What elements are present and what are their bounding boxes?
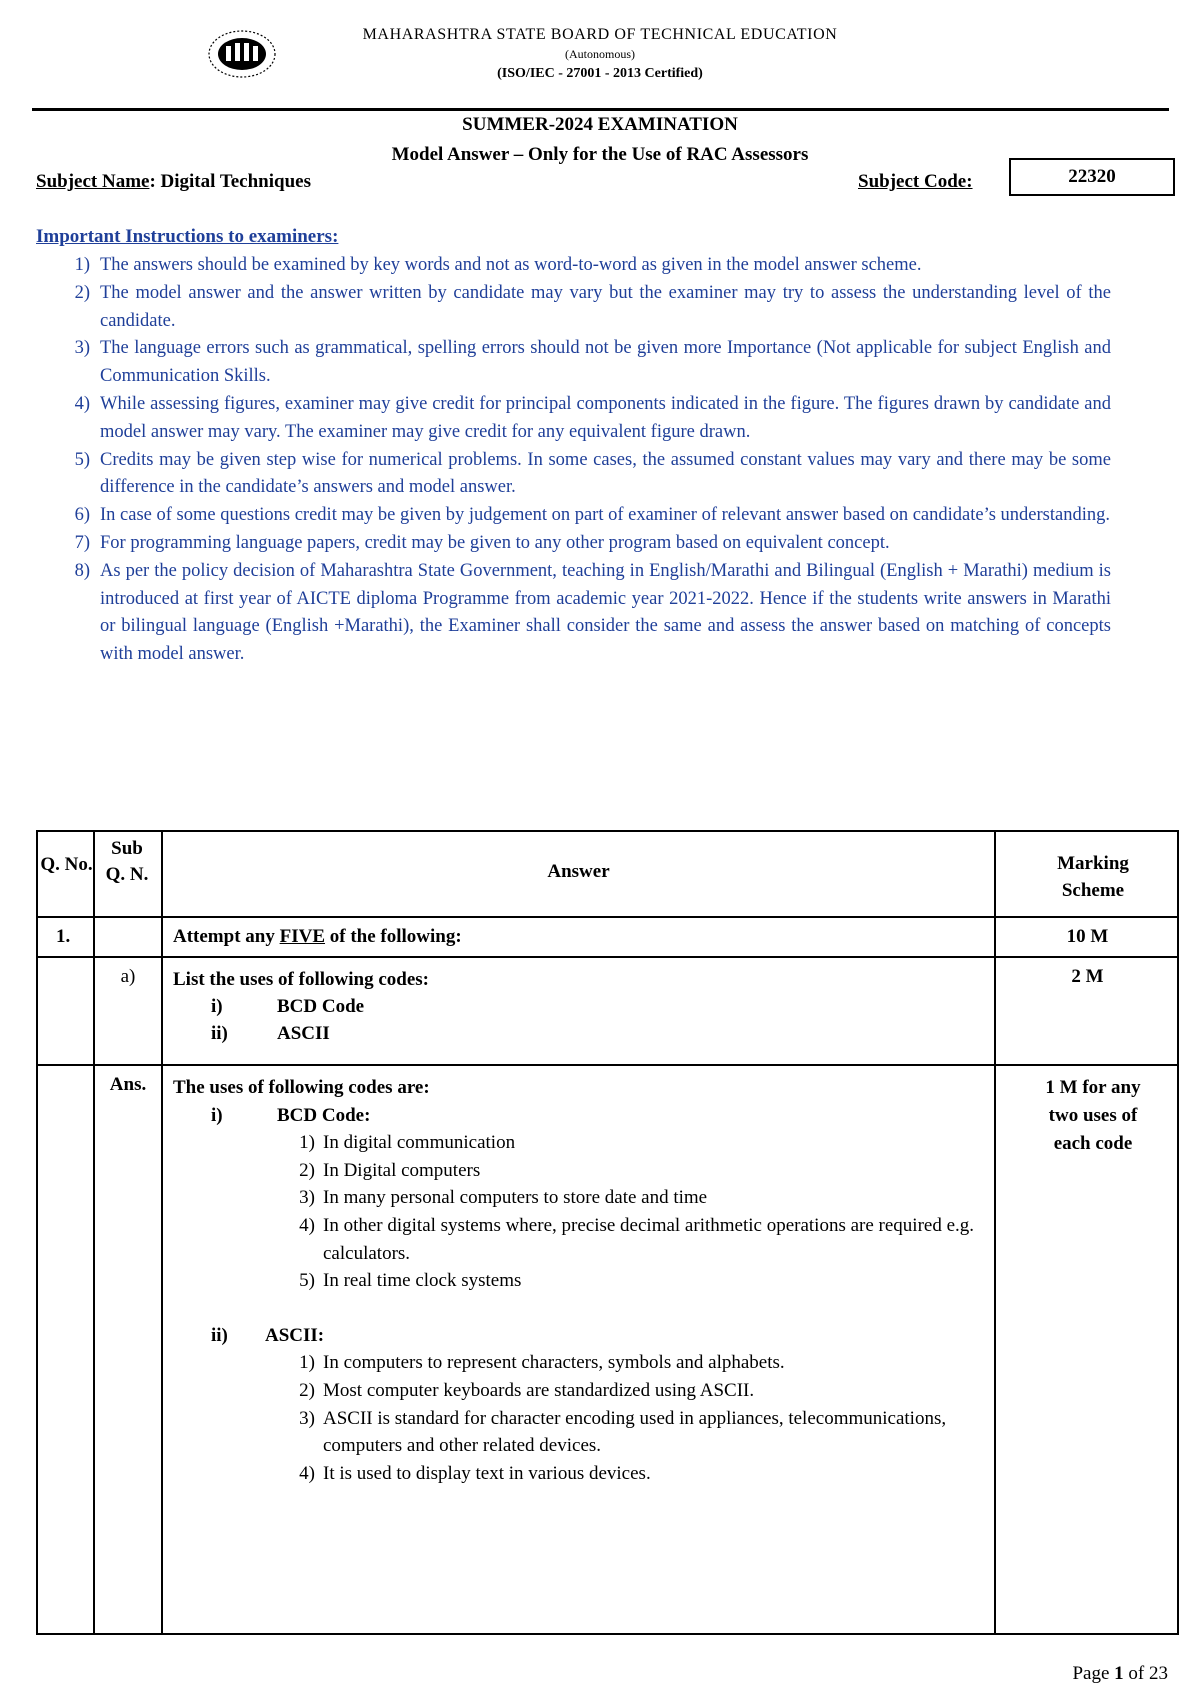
roman-numeral: i) (211, 1104, 223, 1126)
question-text-post: of the following: (325, 926, 462, 947)
answer-marking-scheme: 1 M for any two uses of each code (1045, 1077, 1141, 1154)
table-column-divider (161, 832, 163, 1633)
list-text: In digital communication (323, 1132, 516, 1154)
header-divider (32, 108, 1169, 111)
instruction-item (36, 530, 1111, 558)
list-text: In real time clock systems (323, 1270, 522, 1292)
list-number: 3) (299, 1187, 315, 1209)
subject-code-value: 22320 (1009, 158, 1175, 196)
list-number: 2) (299, 1379, 315, 1401)
page-total: of 23 (1123, 1663, 1168, 1684)
answer-intro: The uses of following codes are: (173, 1077, 430, 1098)
list-text: ASCII is standard for character encoding used in appliances, telecommunications, computers and other related devices. (323, 1407, 947, 1457)
list-item (267, 1377, 988, 1405)
list-item (267, 1267, 988, 1295)
header-qno: Q. No. (40, 854, 93, 875)
table-row-divider (38, 1064, 1177, 1066)
list-item (267, 1212, 988, 1267)
instructions-title: Important Instructions to examiners: (36, 226, 339, 247)
question-text-pre: Attempt any (173, 926, 280, 947)
section-title: ASCII: (265, 1324, 325, 1346)
table-column-divider (93, 832, 95, 1633)
subject-code-label: Subject Code: (858, 171, 973, 192)
list-number: 4) (299, 1462, 315, 1484)
instruction-text: The language errors such as grammatical, spelling errors should not be given more Importance (Not applicable for subject English and Communication Skills. (100, 338, 1111, 387)
answer-body (173, 1074, 988, 1487)
list-number: 4) (299, 1214, 315, 1236)
instruction-item (36, 558, 1111, 669)
answer-section-bcd (173, 1102, 988, 1130)
header-answer: Answer (547, 861, 610, 882)
instruction-number: 1) (74, 255, 90, 275)
answer-table (36, 830, 1179, 1635)
list-item (267, 1184, 988, 1212)
instruction-number: 7) (74, 532, 90, 553)
roman-numeral: ii) (211, 1023, 228, 1044)
board-iso-certification: (ISO/IEC - 27001 - 2013 Certified) (497, 66, 703, 81)
instruction-text: While assessing figures, examiner may give credit for principal components indicated in the figure. The figures drawn by candidate and model answer may vary. The examiner may give credit for any equivalent figure drawn. (100, 393, 1111, 442)
list-item (267, 1349, 988, 1377)
exam-subtitle: Model Answer – Only for the Use of RAC Assessors (391, 144, 809, 165)
list-number: 2) (299, 1159, 315, 1181)
instruction-number: 6) (74, 505, 90, 526)
list-item (267, 1460, 988, 1488)
instruction-item (36, 252, 1111, 280)
list-number: 3) (299, 1407, 315, 1429)
exam-title: SUMMER-2024 EXAMINATION (462, 114, 738, 135)
instruction-text: Credits may be given step wise for numerical problems. In some cases, the assumed constant values may vary and there may be some difference in the candidate’s answers and model answer. (100, 449, 1111, 498)
subject-name (36, 171, 311, 193)
instruction-number: 4) (74, 393, 90, 414)
instruction-text: The answers should be examined by key words and not as word-to-word as given in the model answer scheme. (100, 255, 922, 275)
list-number: 1) (299, 1352, 315, 1374)
page-label: Page (1072, 1663, 1115, 1684)
answer-label: Ans. (109, 1074, 147, 1095)
list-number: 5) (299, 1270, 315, 1292)
instruction-item (36, 447, 1111, 503)
page-current: 1 (1114, 1663, 1124, 1684)
page-number (1072, 1663, 1168, 1685)
instruction-number: 2) (74, 282, 90, 303)
header-marking-scheme: Marking Scheme (1057, 853, 1129, 901)
question-text-emphasis: FIVE (279, 926, 326, 947)
instruction-text: For programming language papers, credit may be given to any other program based on equivalent concept. (100, 532, 890, 553)
board-name: MAHARASHTRA STATE BOARD OF TECHNICAL EDUCATION (362, 26, 838, 43)
list-text: In computers to represent characters, symbols and alphabets. (323, 1352, 785, 1374)
instruction-item (36, 280, 1111, 336)
instruction-number: 5) (74, 449, 90, 470)
table-row-divider (38, 916, 1177, 918)
ascii-uses-list (173, 1349, 988, 1487)
subquestion-text (173, 966, 983, 1047)
list-text: In other digital systems where, precise decimal arithmetic operations are required e.g. calculators. (323, 1214, 975, 1264)
item-text: ASCII (277, 1023, 330, 1044)
instruction-number: 8) (74, 560, 90, 581)
subquestion-label: a) (120, 966, 136, 987)
subquestion-item (173, 1020, 983, 1047)
table-row-divider (38, 956, 1177, 958)
item-text: BCD Code (277, 996, 365, 1017)
instruction-item (36, 335, 1111, 391)
instruction-text: As per the policy decision of Maharashtra State Government, teaching in English/Marathi and Bilingual (English + Marathi) medium is introduced at first year of AICTE diploma Programme from academic year 2021-2022. Hence if the students write answers in Marathi or bilingual language (English +Marathi), the Examiner shall consider the same and assess the answer based on matching of concepts with model answer. (100, 560, 1111, 665)
table-column-divider (994, 832, 996, 1633)
subquestion-item (173, 993, 983, 1020)
question-text (173, 926, 462, 948)
board-autonomous: (Autonomous) (565, 47, 635, 61)
header-subq: Sub Q. N. (105, 838, 149, 885)
roman-numeral: ii) (211, 1324, 228, 1346)
instruction-text: The model answer and the answer written by candidate may vary but the examiner may try to assess the understanding level of the candidate. (100, 282, 1111, 331)
list-item (267, 1129, 988, 1157)
list-text: Most computer keyboards are standardized using ASCII. (323, 1379, 755, 1401)
instruction-text: In case of some questions credit may be given by judgement on part of examiner of relevant answer based on candidate’s understanding. (100, 505, 1110, 526)
list-item (267, 1157, 988, 1185)
section-title: BCD Code: (277, 1104, 371, 1126)
roman-numeral: i) (211, 996, 223, 1017)
subquestion-marks: 2 M (1071, 966, 1104, 987)
question-number: 1. (56, 926, 71, 947)
subquestion-prompt: List the uses of following codes: (173, 969, 429, 990)
list-item (267, 1405, 988, 1460)
list-text: In many personal computers to store date and time (323, 1187, 708, 1209)
list-text: It is used to display text in various devices. (323, 1462, 651, 1484)
instructions-list (36, 252, 1111, 669)
instruction-item (36, 502, 1111, 530)
instruction-number: 3) (74, 338, 90, 359)
subject-name-label: Subject Name (36, 171, 150, 192)
answer-section-ascii (173, 1322, 988, 1350)
list-number: 1) (299, 1132, 315, 1154)
bcd-uses-list (173, 1129, 988, 1295)
instruction-item (36, 391, 1111, 447)
list-text: In Digital computers (323, 1159, 481, 1181)
question-marks: 10 M (1066, 926, 1109, 947)
subject-name-value: : Digital Techniques (149, 171, 311, 192)
